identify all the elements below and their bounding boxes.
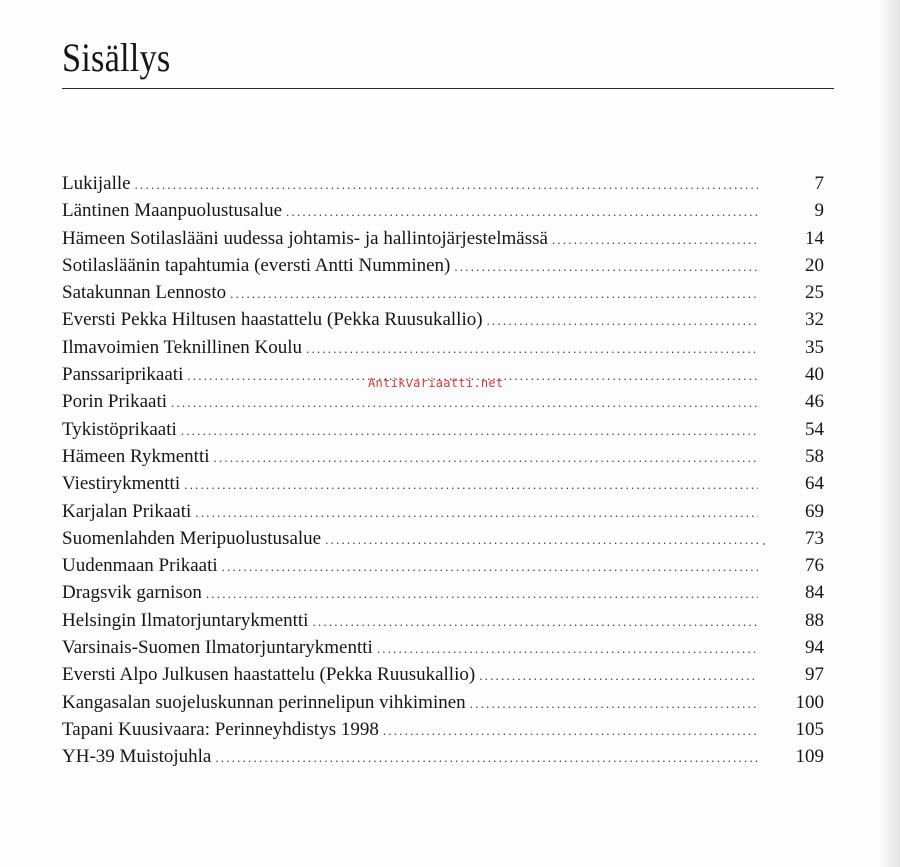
toc-entry: [62, 552, 824, 579]
toc-leader-dots: [181, 417, 758, 444]
toc-entry-title: Porin Prikaati: [62, 391, 168, 413]
toc-entry: [62, 579, 824, 606]
toc-entry-page: 64: [805, 473, 824, 495]
toc-leader-dots: [479, 662, 758, 689]
toc-entry-page: 97: [805, 664, 824, 686]
toc-entry-page: 20: [805, 254, 824, 276]
toc-entry: [62, 607, 824, 634]
toc-entry-title: Tykistöprikaati: [62, 418, 177, 440]
toc-leader-dots: [286, 198, 758, 225]
toc-entry: [62, 388, 824, 415]
toc-entry-page: 109: [795, 746, 824, 768]
toc-entry: [62, 416, 824, 443]
toc-entry: [62, 279, 824, 306]
toc-entry-page: 88: [805, 609, 824, 631]
toc-leader-dots: [325, 526, 758, 553]
toc-entry-page: 9: [814, 200, 824, 222]
toc-entry: [62, 443, 824, 470]
toc-entry-title: Dragsvik garnison: [62, 582, 202, 604]
toc-entry-title: Kangasalan suojeluskunnan perinnelipun vihkiminen: [62, 691, 466, 713]
toc-entry: [62, 225, 824, 252]
toc-entry: [62, 197, 824, 224]
toc-entry: [62, 170, 824, 197]
toc-entry: [62, 334, 824, 361]
toc-leader-dots: [306, 335, 758, 362]
toc-leader-dots: [377, 635, 758, 662]
toc-leader-dots: [487, 307, 758, 334]
toc-entry-title: Tapani Kuusivaara: Perinneyhdistys 1998: [62, 718, 379, 740]
page-edge-shadow: [878, 0, 900, 867]
toc-entry-page: 46: [805, 391, 824, 413]
toc-entry-title: Hämeen Rykmentti: [62, 445, 210, 467]
toc-entry-title: Satakunnan Lennosto: [62, 282, 227, 304]
toc-entry-title: Lukijalle: [62, 173, 131, 194]
toc-leader-dots: [206, 580, 758, 607]
toc-leader-dots: [552, 226, 758, 253]
toc-leader-dots: [454, 253, 758, 280]
toc-entry-page: 94: [805, 637, 824, 659]
toc-entry-title: Eversti Pekka Hiltusen haastattelu (Pekka Ruusukallio): [62, 309, 483, 331]
toc-entry: [62, 470, 824, 497]
toc-entry: [62, 252, 824, 279]
toc-entry-page: 69: [805, 500, 824, 522]
toc-entry-page: 105: [795, 718, 824, 740]
toc-entry: [62, 743, 824, 770]
toc-entry-page: 7: [814, 173, 824, 194]
toc-leader-dots: [184, 471, 758, 498]
toc-entry-page: 76: [805, 555, 824, 577]
toc-entry-page: 54: [805, 418, 824, 440]
toc-leader-dots: [230, 280, 758, 307]
toc-entry-title: Viestirykmentti: [62, 473, 181, 495]
toc-leader-dots: [214, 444, 758, 471]
toc-leader-dots: [222, 553, 758, 580]
toc-leader-dots: [171, 389, 758, 416]
table-of-contents: [62, 170, 824, 771]
toc-entry-title: Sotilasläänin tapahtumia (eversti Antti Numminen): [62, 254, 451, 276]
toc-leader-dots: [135, 171, 758, 198]
toc-entry-page: 100: [795, 691, 824, 713]
toc-entry-title: Helsingin Ilmatorjuntarykmentti: [62, 609, 309, 631]
title-rule: [62, 88, 834, 89]
toc-entry-title: Suomenlahden Meripuolustusalue: [62, 527, 322, 549]
toc-entry-title: Hämeen Sotilaslääni uudessa johtamis- ja hallintojärjestelmässä: [62, 227, 548, 249]
page-title: Sisällys: [62, 35, 171, 80]
toc-leader-dots: [383, 717, 758, 744]
toc-entry: [62, 634, 824, 661]
toc-entry-title: Panssariprikaati: [62, 364, 184, 386]
toc-entry-title: YH-39 Muistojuhla: [62, 746, 212, 768]
toc-entry-page: 84: [805, 582, 824, 604]
toc-leader-dots: [215, 744, 758, 771]
toc-entry: [62, 498, 824, 525]
toc-entry-page: 58: [805, 445, 824, 467]
toc-entry: [62, 689, 824, 716]
toc-entry-page: 25: [805, 282, 824, 304]
toc-entry-title: Läntinen Maanpuolustusalue: [62, 200, 283, 222]
toc-entry-title: Varsinais-Suomen Ilmatorjuntarykmentti: [62, 637, 373, 659]
toc-entry-page: 73: [805, 527, 824, 549]
toc-leader-dots: [470, 690, 758, 717]
toc-entry-title: Uudenmaan Prikaati: [62, 555, 218, 577]
toc-entry: [62, 716, 824, 743]
toc-entry-page: 32: [805, 309, 824, 331]
toc-leader-dots: [312, 608, 758, 635]
toc-leader-dots: [195, 499, 758, 526]
toc-entry-title: Ilmavoimien Teknillinen Koulu: [62, 336, 303, 358]
toc-entry: [62, 306, 824, 333]
toc-entry: [62, 525, 824, 552]
toc-entry-title: Eversti Alpo Julkusen haastattelu (Pekka Ruusukallio): [62, 664, 476, 686]
toc-entry-page: 40: [805, 364, 824, 386]
paper-speck: [763, 543, 765, 545]
toc-entry-page: 35: [805, 336, 824, 358]
toc-entry-page: 14: [805, 227, 824, 249]
toc-entry: [62, 661, 824, 688]
watermark: Antikvariaatti.net: [368, 376, 504, 390]
toc-entry-title: Karjalan Prikaati: [62, 500, 192, 522]
